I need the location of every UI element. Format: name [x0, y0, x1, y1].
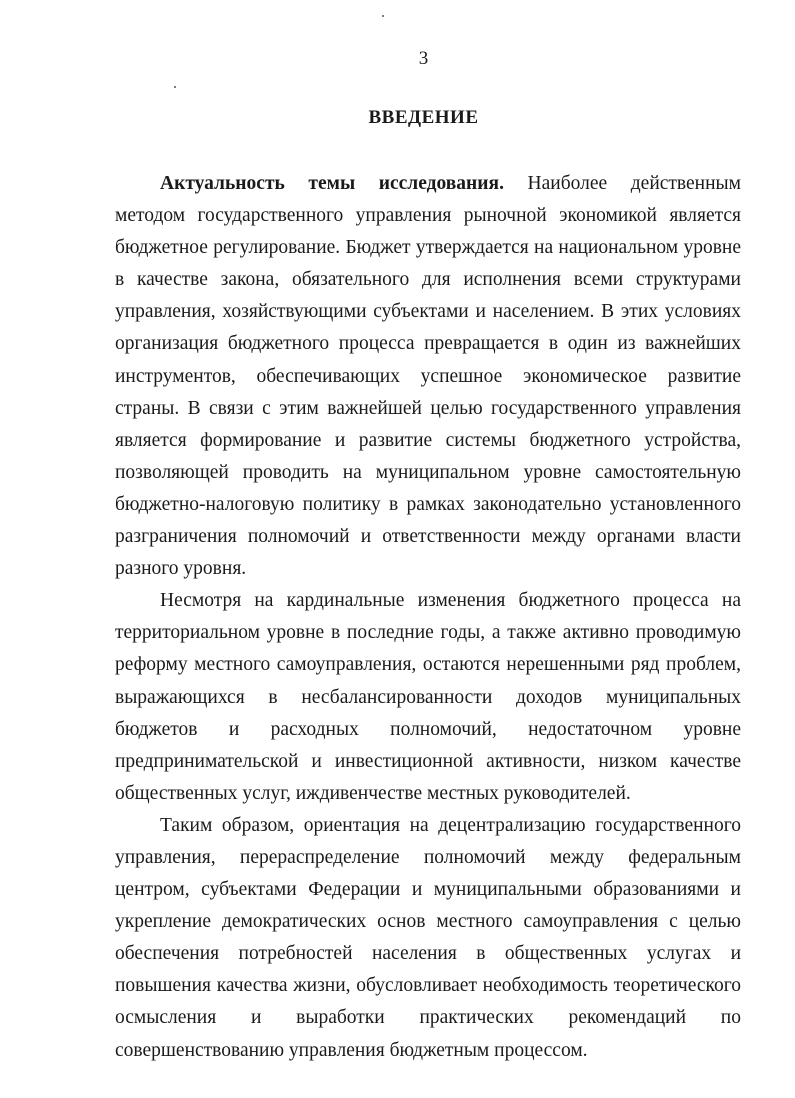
paragraph-problems — [115, 585, 741, 810]
paragraph-conclusion — [115, 810, 741, 1067]
page-number: 3 — [418, 48, 429, 69]
paragraph-text: Таким образом, ориентация на децентрализацию государственного управления, перераспределение полномочий между федеральным центром, субъектами Федерации и муниципальными образованиями и укрепление демократических основ местного самоуправления с целью обеспечения потребностей населения в общественных услугах и повышения качества жизни, обусловливает необходимость теоретического осмысления и выработки практических рекомендаций по совершенствованию управления бюджетным процессом. — [115, 814, 741, 1061]
scan-speck — [382, 15, 384, 17]
paragraph-relevance — [115, 168, 741, 585]
scan-speck — [174, 86, 176, 88]
section-heading: ВВЕДЕНИЕ — [368, 107, 479, 128]
body-text — [115, 168, 741, 1067]
paragraph-text: Несмотря на кардинальные изменения бюджетного процесса на территориальном уровне в последние годы, а также активно проводимую реформу местного самоуправления, остаются нерешенными ряд проблем, выражающихся в несбалансированности доходов муниципальных бюджетов и расходных полномочий, недостаточном уровне предпринимательской и инвестиционной активности, низком качестве общественных услуг, иждивенчестве местных руководителей. — [115, 590, 741, 804]
paragraph-lead: Актуальность темы исследования. — [160, 173, 504, 194]
paragraph-text: Наиболее действенным методом государственного управления рыночной экономикой является бюджетное регулирование. Бюджет утверждается на национальном уровне в качестве закона, обязательного для исполнения всеми структурами управления, хозяйствующими субъектами и населением. В этих условиях организация бюджетного процесса превращается в один из важнейших инструментов, обеспечивающих успешное экономическое развитие страны. В связи с этим важнейшей целью государственного управления является формирование и развитие системы бюджетного устройства, позволяющей проводить на муниципальном уровне самостоятельную бюджетно-налоговую политику в рамках законодательно установленного разграничения полномочий и ответственности между органами власти разного уровня. — [115, 173, 741, 580]
